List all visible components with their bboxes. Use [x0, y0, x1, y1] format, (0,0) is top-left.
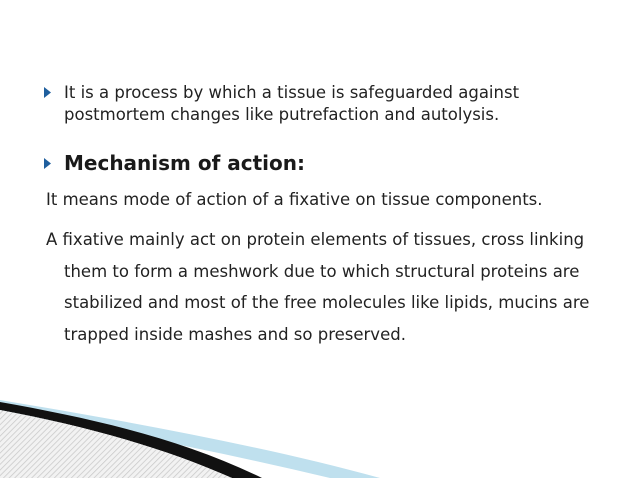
section-heading: Mechanism of action:	[64, 151, 306, 175]
bullet-intro-text: It is a process by which a tissue is safeguarded against postmortem changes like putrefaction and autolysis.	[64, 83, 520, 124]
definition-paragraph: It means mode of action of a fixative on tissue components.	[46, 190, 543, 209]
mechanism-paragraph: A fixative mainly act on protein elements of tissues, cross linking them to form a meshwork due to which structural proteins are stabilized and most of the free molecules like lipids, mucins are trapped inside mashes and so preserved.	[46, 230, 590, 344]
